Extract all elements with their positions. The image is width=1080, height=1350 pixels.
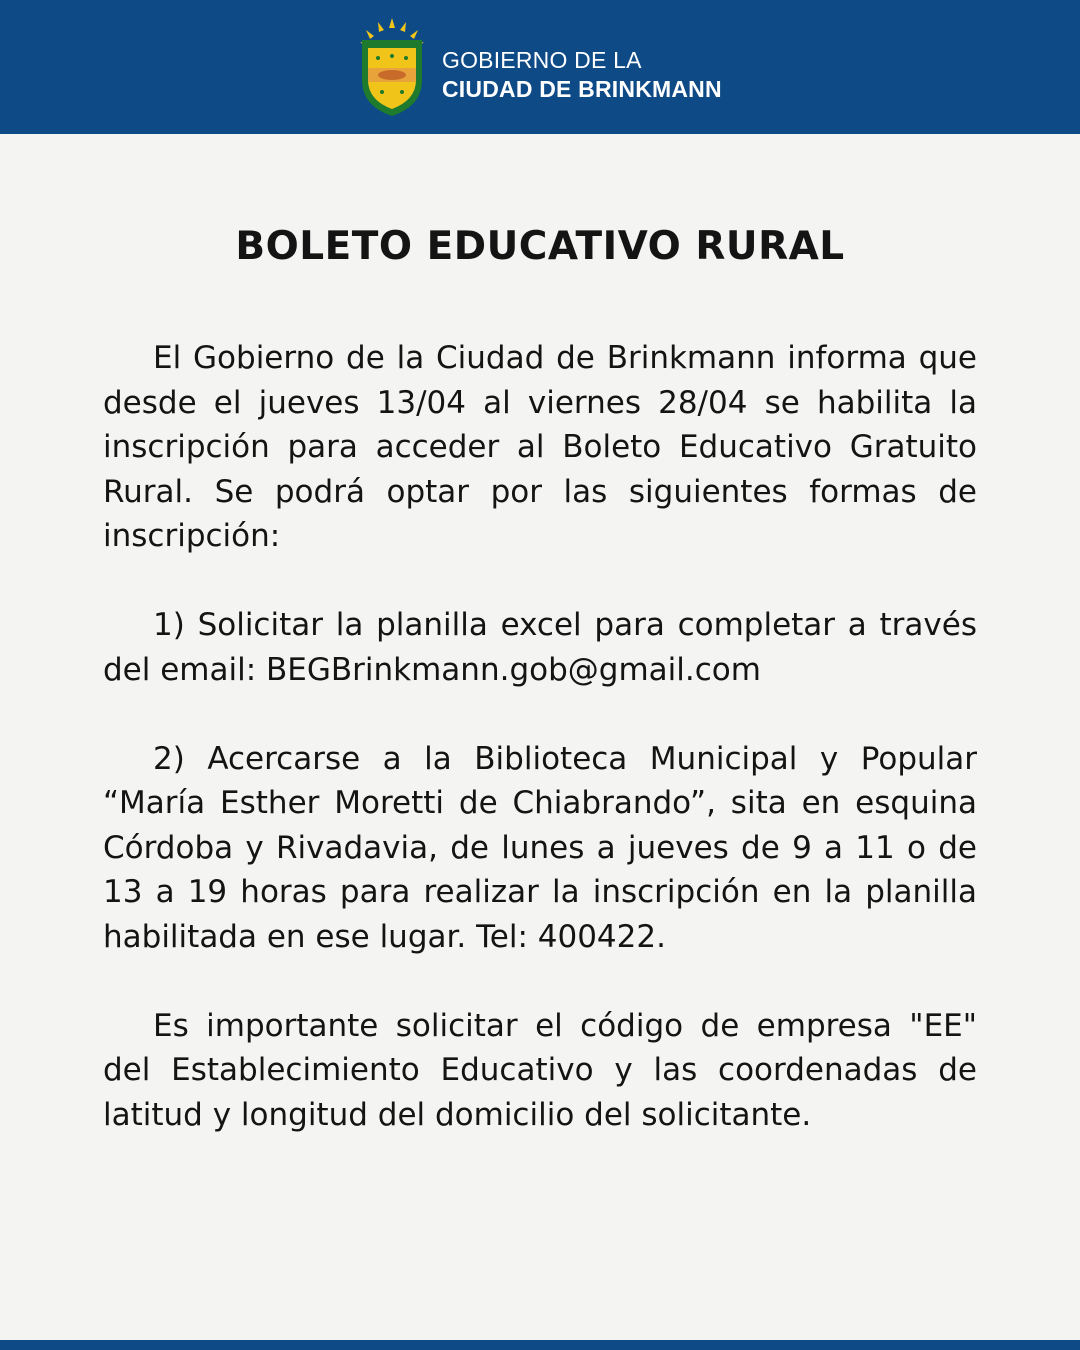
document-title: BOLETO EDUCATIVO RURAL — [235, 224, 845, 269]
city-crest-icon — [356, 18, 428, 118]
option-1-paragraph: 1) Solicitar la planilla excel para completar a través del email: BEGBrinkmann.gob@gmail.com — [103, 607, 977, 688]
government-name-line1: GOBIERNO DE LA — [442, 47, 642, 73]
government-name-line2: CIUDAD DE BRINKMANN — [442, 76, 722, 102]
notice-paragraph: Es importante solicitar el código de empresa "EE" del Establecimiento Educativo y las coordenadas de latitud y longitud del domicilio del solicitante. — [103, 1007, 977, 1133]
header-bar — [0, 0, 1080, 134]
government-name — [442, 46, 722, 104]
option-2-paragraph: 2) Acercarse a la Biblioteca Municipal y Popular “María Esther Moretti de Chiabrando”, sita en esquina Córdoba y Rivadavia, de lunes a jueves de 9 a 11 o de 13 a 19 horas para realizar la inscripción en la planilla habilitada en ese lugar. Tel: 400422. — [103, 740, 977, 955]
intro-paragraph: El Gobierno de la Ciudad de Brinkmann informa que desde el jueves 13/04 al viernes 28/04 se habilita la inscripción para acceder al Boleto Educativo Gratuito Rural. Se podrá optar por las siguientes formas de inscripción: — [103, 340, 977, 554]
footer-bar — [0, 1340, 1080, 1350]
document-body — [103, 336, 977, 1137]
